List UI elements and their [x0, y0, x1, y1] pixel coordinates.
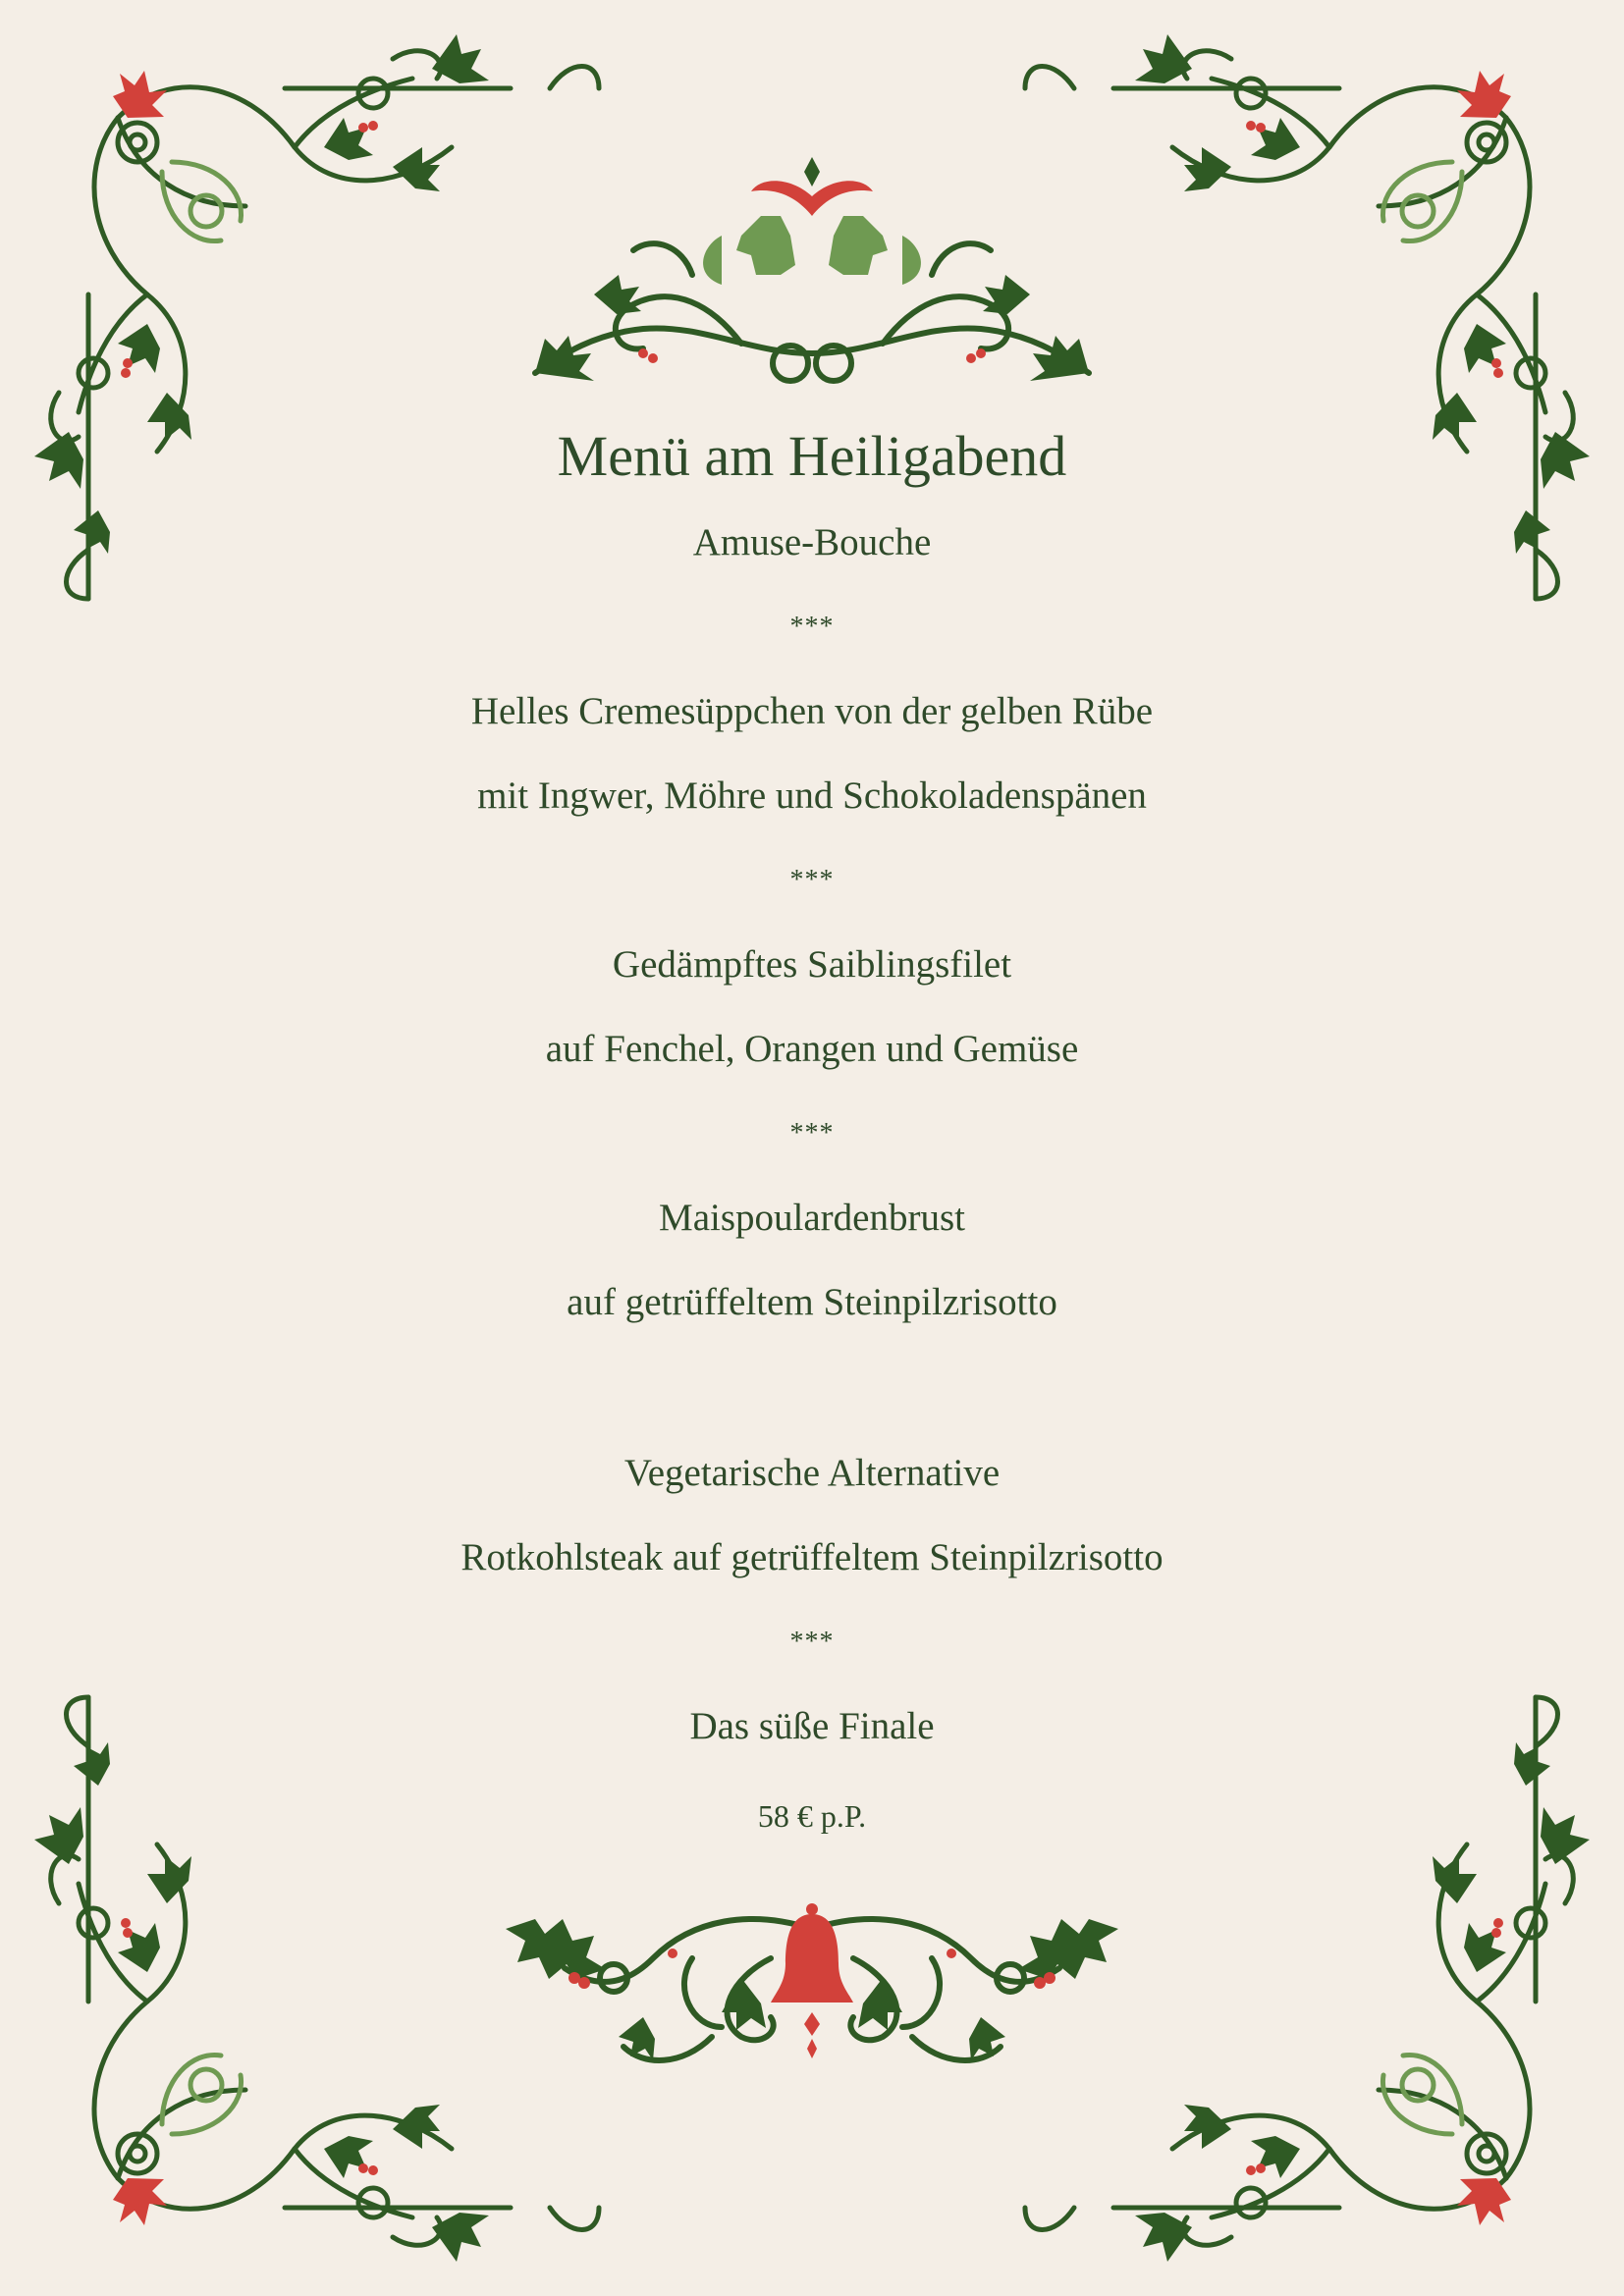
course-separator: ***	[789, 612, 835, 642]
course-separator: ***	[789, 865, 835, 895]
course-amuse-bouche: Amuse-Bouche	[692, 521, 932, 563]
course-separator: ***	[789, 1118, 835, 1148]
course-soup-title: Helles Cremesüppchen von der gelben Rübe	[470, 690, 1154, 732]
deer-ornament	[496, 157, 1128, 402]
course-dessert: Das süße Finale	[689, 1705, 935, 1747]
course-fish-detail: auf Fenchel, Orangen und Gemüse	[545, 1028, 1079, 1070]
course-main-title: Maispoulardenbrust	[659, 1197, 965, 1239]
vegetarian-heading: Vegetarische Alternative	[623, 1452, 1001, 1494]
course-separator: ***	[789, 1627, 835, 1657]
course-soup-detail: mit Ingwer, Möhre und Schokoladenspänen	[477, 774, 1147, 817]
course-main-detail: auf getrüffeltem Steinpilzrisotto	[567, 1281, 1057, 1323]
menu-content	[321, 412, 1303, 1863]
vegetarian-dish: Rotkohlsteak auf getrüffeltem Steinpilzrisotto	[460, 1536, 1164, 1578]
spacer	[321, 1345, 1303, 1431]
menu-price: 58 € p.P.	[757, 1798, 867, 1834]
menu-title: Menü am Heiligabend	[557, 424, 1067, 488]
bell-ornament	[496, 1870, 1128, 2096]
course-fish-title: Gedämpftes Saiblingsfilet	[612, 943, 1012, 986]
